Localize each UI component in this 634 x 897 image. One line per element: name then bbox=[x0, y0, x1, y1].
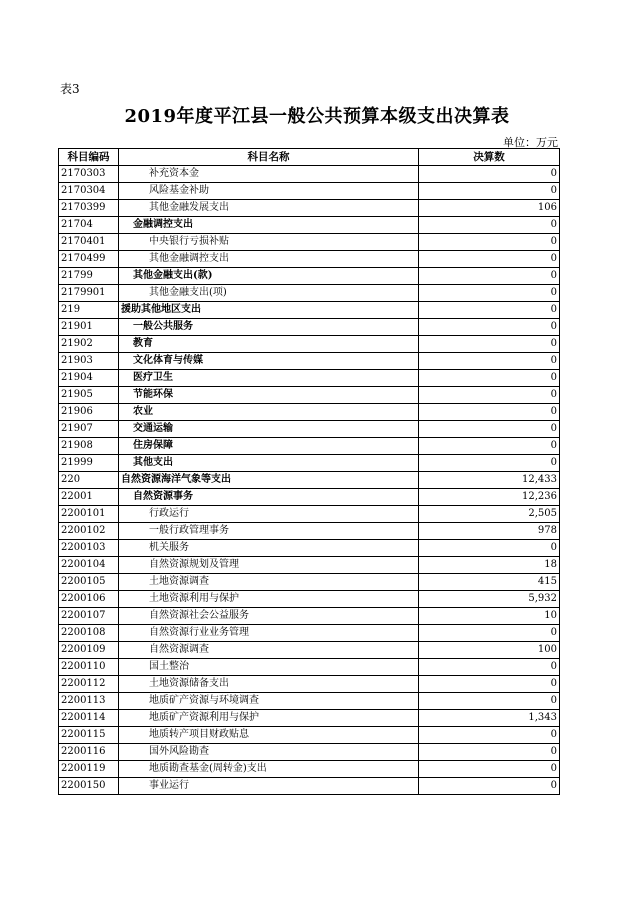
row-name: 事业运行 bbox=[119, 778, 419, 795]
row-name: 其他支出 bbox=[119, 455, 419, 472]
row-amount: 0 bbox=[419, 336, 560, 353]
row-name: 其他金融调控支出 bbox=[119, 251, 419, 268]
row-amount: 106 bbox=[419, 200, 560, 217]
table-row bbox=[59, 608, 560, 625]
row-code: 21999 bbox=[59, 455, 119, 472]
unit-label: 单位：万元 bbox=[503, 136, 558, 149]
table-row bbox=[59, 659, 560, 676]
row-amount: 100 bbox=[419, 642, 560, 659]
row-amount: 0 bbox=[419, 778, 560, 795]
row-name: 节能环保 bbox=[119, 387, 419, 404]
row-code: 2170499 bbox=[59, 251, 119, 268]
row-amount: 0 bbox=[419, 625, 560, 642]
table-row bbox=[59, 591, 560, 608]
row-code: 2200119 bbox=[59, 761, 119, 778]
row-amount: 0 bbox=[419, 268, 560, 285]
table-row bbox=[59, 778, 560, 795]
table-row bbox=[59, 506, 560, 523]
row-code: 2170399 bbox=[59, 200, 119, 217]
row-code: 2200113 bbox=[59, 693, 119, 710]
row-code: 220 bbox=[59, 472, 119, 489]
row-code: 2200115 bbox=[59, 727, 119, 744]
row-name: 住房保障 bbox=[119, 438, 419, 455]
row-name: 金融调控支出 bbox=[119, 217, 419, 234]
row-code: 2170401 bbox=[59, 234, 119, 251]
row-name: 国外风险勘查 bbox=[119, 744, 419, 761]
table-row bbox=[59, 625, 560, 642]
row-code: 21904 bbox=[59, 370, 119, 387]
table-row bbox=[59, 217, 560, 234]
row-amount: 0 bbox=[419, 761, 560, 778]
table-row bbox=[59, 455, 560, 472]
row-code: 2179901 bbox=[59, 285, 119, 302]
table-row bbox=[59, 336, 560, 353]
row-name: 自然资源社会公益服务 bbox=[119, 608, 419, 625]
row-name: 风险基金补助 bbox=[119, 183, 419, 200]
row-name: 自然资源规划及管理 bbox=[119, 557, 419, 574]
row-name: 中央银行亏损补贴 bbox=[119, 234, 419, 251]
header-code: 科目编码 bbox=[59, 149, 119, 166]
row-amount: 0 bbox=[419, 659, 560, 676]
row-amount: 0 bbox=[419, 183, 560, 200]
row-code: 2200109 bbox=[59, 642, 119, 659]
row-code: 21905 bbox=[59, 387, 119, 404]
row-code: 2200103 bbox=[59, 540, 119, 557]
row-code: 219 bbox=[59, 302, 119, 319]
table-row bbox=[59, 234, 560, 251]
row-name: 医疗卫生 bbox=[119, 370, 419, 387]
table-row bbox=[59, 404, 560, 421]
table-row bbox=[59, 353, 560, 370]
row-amount: 0 bbox=[419, 421, 560, 438]
table-row bbox=[59, 251, 560, 268]
row-code: 2200104 bbox=[59, 557, 119, 574]
row-code: 2170303 bbox=[59, 166, 119, 183]
row-name: 其他金融支出(款) bbox=[119, 268, 419, 285]
row-code: 2200105 bbox=[59, 574, 119, 591]
row-name: 地质转产项目财政贴息 bbox=[119, 727, 419, 744]
table-row bbox=[59, 268, 560, 285]
row-amount: 0 bbox=[419, 285, 560, 302]
table-row bbox=[59, 489, 560, 506]
table-row bbox=[59, 693, 560, 710]
row-code: 21902 bbox=[59, 336, 119, 353]
row-code: 22001 bbox=[59, 489, 119, 506]
row-amount: 5,932 bbox=[419, 591, 560, 608]
row-name: 自然资源调查 bbox=[119, 642, 419, 659]
row-amount: 2,505 bbox=[419, 506, 560, 523]
row-code: 21906 bbox=[59, 404, 119, 421]
row-code: 2200116 bbox=[59, 744, 119, 761]
table-row bbox=[59, 200, 560, 217]
row-amount: 0 bbox=[419, 234, 560, 251]
row-amount: 0 bbox=[419, 370, 560, 387]
row-name: 一般行政管理事务 bbox=[119, 523, 419, 540]
row-code: 2200110 bbox=[59, 659, 119, 676]
row-code: 2200106 bbox=[59, 591, 119, 608]
document-title: 2019年度平江县一般公共预算本级支出决算表 bbox=[124, 106, 510, 127]
row-name: 自然资源行业业务管理 bbox=[119, 625, 419, 642]
row-name: 地质矿产资源与环境调查 bbox=[119, 693, 419, 710]
table-row bbox=[59, 421, 560, 438]
table-row bbox=[59, 744, 560, 761]
row-code: 2200102 bbox=[59, 523, 119, 540]
row-amount: 0 bbox=[419, 387, 560, 404]
row-amount: 0 bbox=[419, 302, 560, 319]
row-amount: 0 bbox=[419, 455, 560, 472]
row-code: 2200107 bbox=[59, 608, 119, 625]
table-row bbox=[59, 285, 560, 302]
row-name: 交通运输 bbox=[119, 421, 419, 438]
row-amount: 0 bbox=[419, 693, 560, 710]
row-amount: 18 bbox=[419, 557, 560, 574]
table-row bbox=[59, 574, 560, 591]
row-code: 21907 bbox=[59, 421, 119, 438]
table-row bbox=[59, 370, 560, 387]
row-amount: 978 bbox=[419, 523, 560, 540]
row-name: 文化体育与传媒 bbox=[119, 353, 419, 370]
table-number: 表3 bbox=[60, 82, 80, 96]
row-amount: 0 bbox=[419, 744, 560, 761]
row-amount: 0 bbox=[419, 727, 560, 744]
row-amount: 415 bbox=[419, 574, 560, 591]
row-amount: 12,433 bbox=[419, 472, 560, 489]
row-code: 2200112 bbox=[59, 676, 119, 693]
row-code: 2170304 bbox=[59, 183, 119, 200]
row-name: 农业 bbox=[119, 404, 419, 421]
row-amount: 0 bbox=[419, 319, 560, 336]
row-amount: 1,343 bbox=[419, 710, 560, 727]
row-code: 21903 bbox=[59, 353, 119, 370]
row-name: 土地资源调查 bbox=[119, 574, 419, 591]
row-name: 援助其他地区支出 bbox=[119, 302, 419, 319]
row-amount: 0 bbox=[419, 404, 560, 421]
row-name: 行政运行 bbox=[119, 506, 419, 523]
row-code: 21901 bbox=[59, 319, 119, 336]
row-code: 2200150 bbox=[59, 778, 119, 795]
budget-table bbox=[58, 148, 560, 795]
row-name: 补充资本金 bbox=[119, 166, 419, 183]
row-amount: 0 bbox=[419, 217, 560, 234]
row-amount: 0 bbox=[419, 540, 560, 557]
table-row bbox=[59, 438, 560, 455]
table-row bbox=[59, 387, 560, 404]
table-row bbox=[59, 642, 560, 659]
row-name: 土地资源储备支出 bbox=[119, 676, 419, 693]
row-code: 21908 bbox=[59, 438, 119, 455]
row-amount: 0 bbox=[419, 353, 560, 370]
row-name: 其他金融支出(项) bbox=[119, 285, 419, 302]
table-row bbox=[59, 523, 560, 540]
table-row bbox=[59, 319, 560, 336]
row-name: 自然资源海洋气象等支出 bbox=[119, 472, 419, 489]
row-code: 2200101 bbox=[59, 506, 119, 523]
row-name: 地质矿产资源利用与保护 bbox=[119, 710, 419, 727]
row-amount: 0 bbox=[419, 251, 560, 268]
table-row bbox=[59, 472, 560, 489]
row-amount: 0 bbox=[419, 676, 560, 693]
row-amount: 10 bbox=[419, 608, 560, 625]
table-row bbox=[59, 540, 560, 557]
row-name: 土地资源利用与保护 bbox=[119, 591, 419, 608]
row-name: 教育 bbox=[119, 336, 419, 353]
row-amount: 0 bbox=[419, 166, 560, 183]
row-name: 地质勘查基金(周转金)支出 bbox=[119, 761, 419, 778]
row-name: 机关服务 bbox=[119, 540, 419, 557]
row-code: 2200114 bbox=[59, 710, 119, 727]
table-body bbox=[59, 166, 560, 795]
row-name: 一般公共服务 bbox=[119, 319, 419, 336]
table-header-row bbox=[59, 149, 560, 166]
row-amount: 0 bbox=[419, 438, 560, 455]
header-name: 科目名称 bbox=[119, 149, 419, 166]
row-name: 自然资源事务 bbox=[119, 489, 419, 506]
row-name: 其他金融发展支出 bbox=[119, 200, 419, 217]
table-row bbox=[59, 761, 560, 778]
row-amount: 12,236 bbox=[419, 489, 560, 506]
table-row bbox=[59, 302, 560, 319]
row-code: 21704 bbox=[59, 217, 119, 234]
table-row bbox=[59, 710, 560, 727]
header-amount: 决算数 bbox=[419, 149, 560, 166]
table-row bbox=[59, 557, 560, 574]
table-row bbox=[59, 727, 560, 744]
table-row bbox=[59, 183, 560, 200]
table-row bbox=[59, 166, 560, 183]
row-code: 21799 bbox=[59, 268, 119, 285]
table-row bbox=[59, 676, 560, 693]
row-code: 2200108 bbox=[59, 625, 119, 642]
row-name: 国土整治 bbox=[119, 659, 419, 676]
